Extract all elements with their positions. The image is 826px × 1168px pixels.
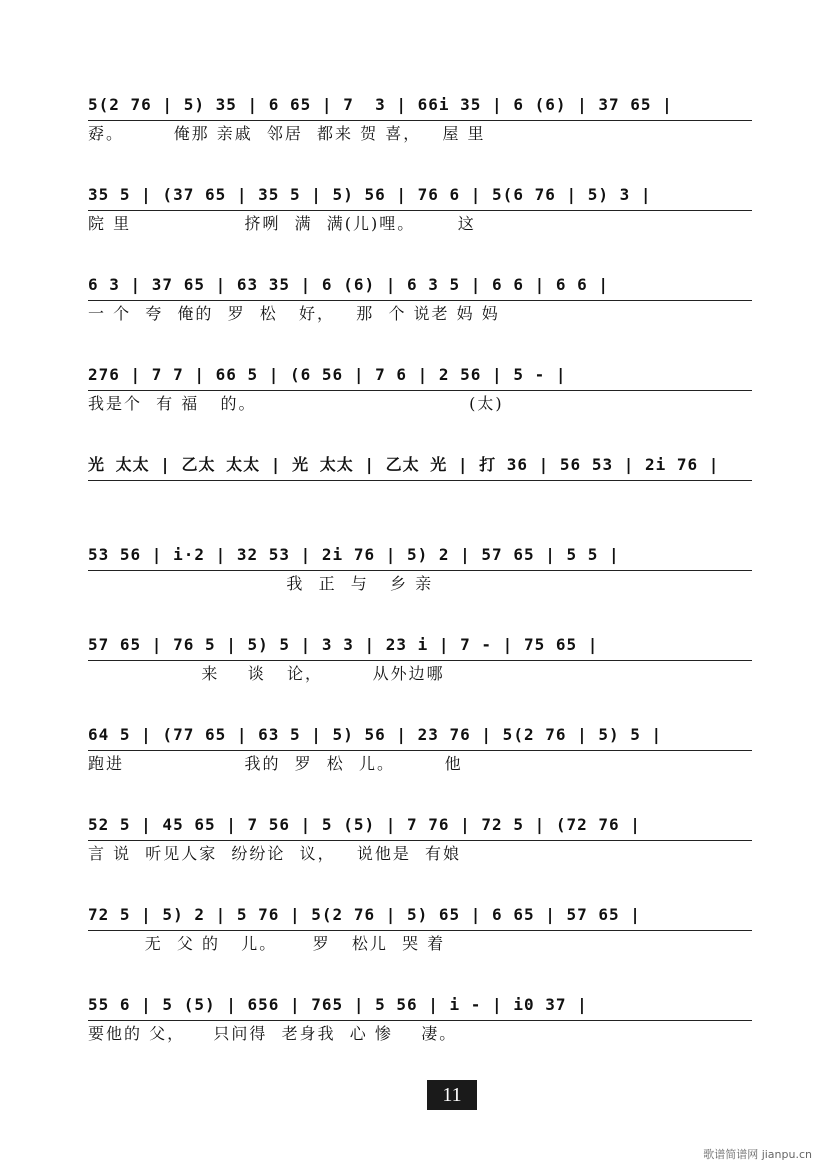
music-line xyxy=(88,360,752,417)
lyrics-row: 孬。 俺那 亲戚 邻居 都来 贺 喜， 屋 里 xyxy=(88,124,486,143)
music-line xyxy=(88,450,752,507)
notation-row: 52 5 | 45 65 | 7 56 | 5 (5) | 7 76 | 72 5 | (72 76 | xyxy=(88,810,752,841)
notation-row: 5(2 76 | 5) 35 | 6 65 | 7 3 | 66i 35 | 6 (6) | 37 65 | xyxy=(88,90,752,121)
lyrics-row: 要他的 父， 只问得 老身我 心 惨 凄。 xyxy=(88,1024,458,1043)
watermark-footer: 歌谱简谱网 jianpu.cn xyxy=(703,1148,812,1161)
lyrics-row: 我是个 有 福 的。 (太) xyxy=(88,394,504,413)
notation-row: 55 6 | 5 (5) | 656 | 765 | 5 56 | i - | i0 37 | xyxy=(88,990,752,1021)
notation-row: 276 | 7 7 | 66 5 | (6 56 | 7 6 | 2 56 | 5 - | xyxy=(88,360,752,391)
lyrics-row xyxy=(88,481,752,507)
notation-row: 53 56 | i·2 | 32 53 | 2i 76 | 5) 2 | 57 65 | 5 5 | xyxy=(88,540,752,571)
page-number: 11 xyxy=(427,1080,477,1110)
lyrics-row: 无 父 的 儿。 罗 松儿 哭 着 xyxy=(88,934,446,953)
lyrics-row: 言 说 听见人家 纷纷论 议， 说他是 有娘 xyxy=(88,844,462,863)
notation-row: 6 3 | 37 65 | 63 35 | 6 (6) | 6 3 5 | 6 6 | 6 6 | xyxy=(88,270,752,301)
lyrics-row: 来 谈 论， 从外边哪 xyxy=(88,664,445,683)
music-line xyxy=(88,270,752,327)
notation-row: 光 太太 | 乙太 太太 | 光 太太 | 乙太 光 | 打 36 | 56 53 | 2i 76 | xyxy=(88,450,752,481)
notation-row: 72 5 | 5) 2 | 5 76 | 5(2 76 | 5) 65 | 6 65 | 57 65 | xyxy=(88,900,752,931)
lyrics-row: 一 个 夸 俺的 罗 松 好， 那 个 说老 妈 妈 xyxy=(88,304,500,323)
music-line xyxy=(88,900,752,957)
notation-row: 57 65 | 76 5 | 5) 5 | 3 3 | 23 i | 7 - | 75 65 | xyxy=(88,630,752,661)
notation-row: 64 5 | (77 65 | 63 5 | 5) 56 | 23 76 | 5(2 76 | 5) 5 | xyxy=(88,720,752,751)
notation-row: 35 5 | (37 65 | 35 5 | 5) 56 | 76 6 | 5(6 76 | 5) 3 | xyxy=(88,180,752,211)
lyrics-row: 跑进 我的 罗 松 儿。 他 xyxy=(88,754,463,773)
music-line xyxy=(88,180,752,237)
music-line xyxy=(88,90,752,147)
music-line xyxy=(88,540,752,597)
lyrics-row: 院 里 挤咧 满 满(儿)哩。 这 xyxy=(88,214,476,233)
music-line xyxy=(88,720,752,777)
music-line xyxy=(88,810,752,867)
music-line xyxy=(88,630,752,687)
lyrics-row: 我 正 与 乡 亲 xyxy=(88,574,434,593)
music-line xyxy=(88,990,752,1047)
